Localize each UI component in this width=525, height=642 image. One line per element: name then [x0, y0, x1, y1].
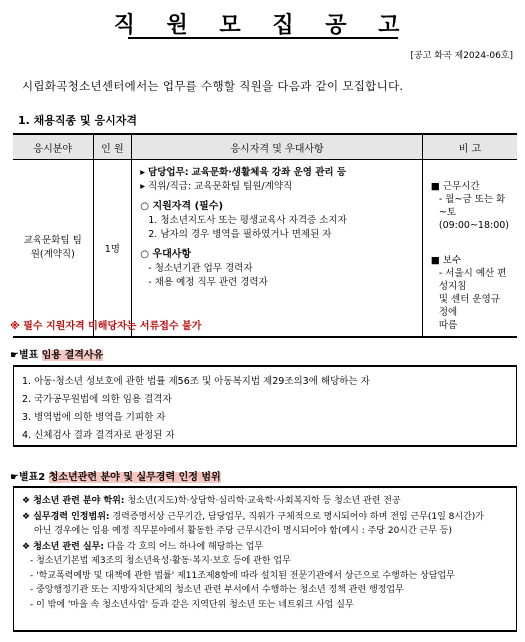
- requirement-item: 2. 남자의 경우 병역을 필하였거나 면제된 자: [148, 229, 332, 240]
- col-header-qualification: 응시자격 및 우대사항: [132, 134, 423, 160]
- list-item: 3. 병역법에 의한 병역을 기피한 자: [22, 412, 166, 423]
- list-item: [22, 540, 508, 555]
- table-row: [13, 160, 517, 338]
- list-item: - '학교폭력예방 및 대책에 관한 법률' 제11조제8항에 따라 설치된 전문기관에서 상근으로 수행하는 상담업무: [30, 570, 455, 581]
- duty-line: ▸ 담당업무: 교육문화·생활체육 강좌 운영 관리 등: [140, 167, 347, 178]
- page-title: 직 원 모 집 공 고: [113, 13, 412, 38]
- recruitment-table: [13, 133, 517, 338]
- col-header-notes: 비 고: [422, 134, 517, 160]
- requirement-title: ○ 지원자격 (필수): [140, 201, 224, 212]
- list-item: [22, 510, 508, 525]
- pay-item: 및 센터 운영규정에: [438, 294, 500, 318]
- attachment-1-heading: [10, 346, 103, 361]
- warning-text: ※ 필수 지원자격 미해당자는 서류접수 불가: [10, 321, 202, 332]
- section-heading: 1. 채용직종 및 응시자격: [18, 114, 137, 127]
- attachment-2-prefix: ☛별표2: [10, 472, 46, 483]
- pay-item: - 서울시 예산 편성지침: [438, 268, 507, 292]
- list-item: [22, 494, 508, 509]
- pay-item: 따름: [438, 320, 458, 331]
- work-hours-title: ■ 근무시간: [430, 181, 480, 192]
- list-item: - 이 밖에 '마을 속 청소년사업' 등과 같은 지역단위 청소년 또는 네트워크 사업 실무: [30, 599, 354, 610]
- notes-cell: [422, 160, 517, 338]
- list-item: - 청소년기본법 제3조의 청소년육성·활동·복지·보호 등에 관한 업무: [30, 556, 291, 566]
- attachment-1-title: 임용 결격사유: [41, 350, 104, 361]
- practice-label: ❖ 청소년 관련 실무:: [22, 541, 104, 552]
- list-item: 1. 아동·청소년 성보호에 관한 법률 제56조 및 아동복지법 제29조의3에 해당하는 자: [22, 376, 370, 387]
- attachment-1-prefix: ☛별표: [10, 350, 39, 361]
- attachment-2-title: 청소년관련 분야 및 실무경력 인정 범위: [48, 472, 221, 483]
- preference-item: - 청소년기관 업무 경력자: [148, 263, 253, 274]
- field-text: 청소년(지도)학·상담학·심리학·교육학·사회복지학 등 청소년 관련 전공: [127, 496, 401, 506]
- field-label: ❖ 청소년 관련 분야 학위:: [22, 496, 125, 506]
- disqualification-box: [13, 365, 517, 447]
- pay-title: ■ 보수: [430, 255, 462, 266]
- position-line: ▸ 직위/직급: 교육문화팀 팀원/계약직: [140, 181, 293, 192]
- practice-text: 다음 각 호의 어느 하나에 해당하는 업무: [106, 541, 264, 552]
- preference-item: - 채용 예정 직무 관련 경력자: [148, 277, 268, 288]
- preference-title: ○ 우대사항: [140, 249, 192, 260]
- title-underline: [128, 37, 398, 39]
- requirement-item: 1. 청소년지도사 또는 평생교육사 자격증 소지자: [148, 215, 347, 226]
- qualification-cell: [132, 160, 423, 338]
- experience-label: ❖ 실무경력 인정범위:: [22, 511, 110, 522]
- duty-value: 교육문화·생활체육 강좌 운영 관리 등: [191, 167, 347, 178]
- duty-label: 담당업무:: [148, 167, 189, 178]
- notice-number: [공고 화곡 제2024-06호]: [410, 51, 513, 61]
- work-hours-item: (09:00~18:00): [438, 220, 509, 231]
- list-item: 아닌 경우에는 임용 예정 직무분야에서 활동한 주당 근무시간이 명시되어야 함(예시 : 주당 20시간 근무 등): [34, 526, 453, 536]
- experience-box: [13, 486, 517, 632]
- position-text: 직위/직급: 교육문화팀 팀원/계약직: [148, 181, 293, 192]
- list-item: - 중앙행정기관 또는 지방자치단체의 청소년 관련 부서에서 수행하는 청소년 정책 관련 행정업무: [30, 585, 404, 595]
- work-hours-item: - 월~금 또는 화~토: [438, 194, 506, 218]
- col-header-count: 인 원: [93, 134, 132, 160]
- attachment-2-heading: [10, 468, 221, 483]
- col-header-field: 응시분야: [13, 134, 93, 160]
- intro-text: 시립화곡청소년센터에서는 업무를 수행할 직원을 다음과 같이 모집합니다.: [22, 79, 404, 93]
- experience-text: 경력증명서상 근무기간, 담당업무, 직위가 구체적으로 명시되어야 하며 전임 근무(1일 8시간)가: [112, 511, 484, 522]
- field-name: 교육문화팀 팀원(계약직): [23, 235, 82, 260]
- count-cell: 1명: [93, 160, 132, 338]
- field-cell: [13, 160, 93, 338]
- list-item: 2. 국가공무원법에 의한 임용 결격자: [22, 394, 172, 405]
- list-item: 4. 신체검사 결과 결격자로 판정된 자: [22, 430, 175, 441]
- table-header-row: [13, 134, 517, 160]
